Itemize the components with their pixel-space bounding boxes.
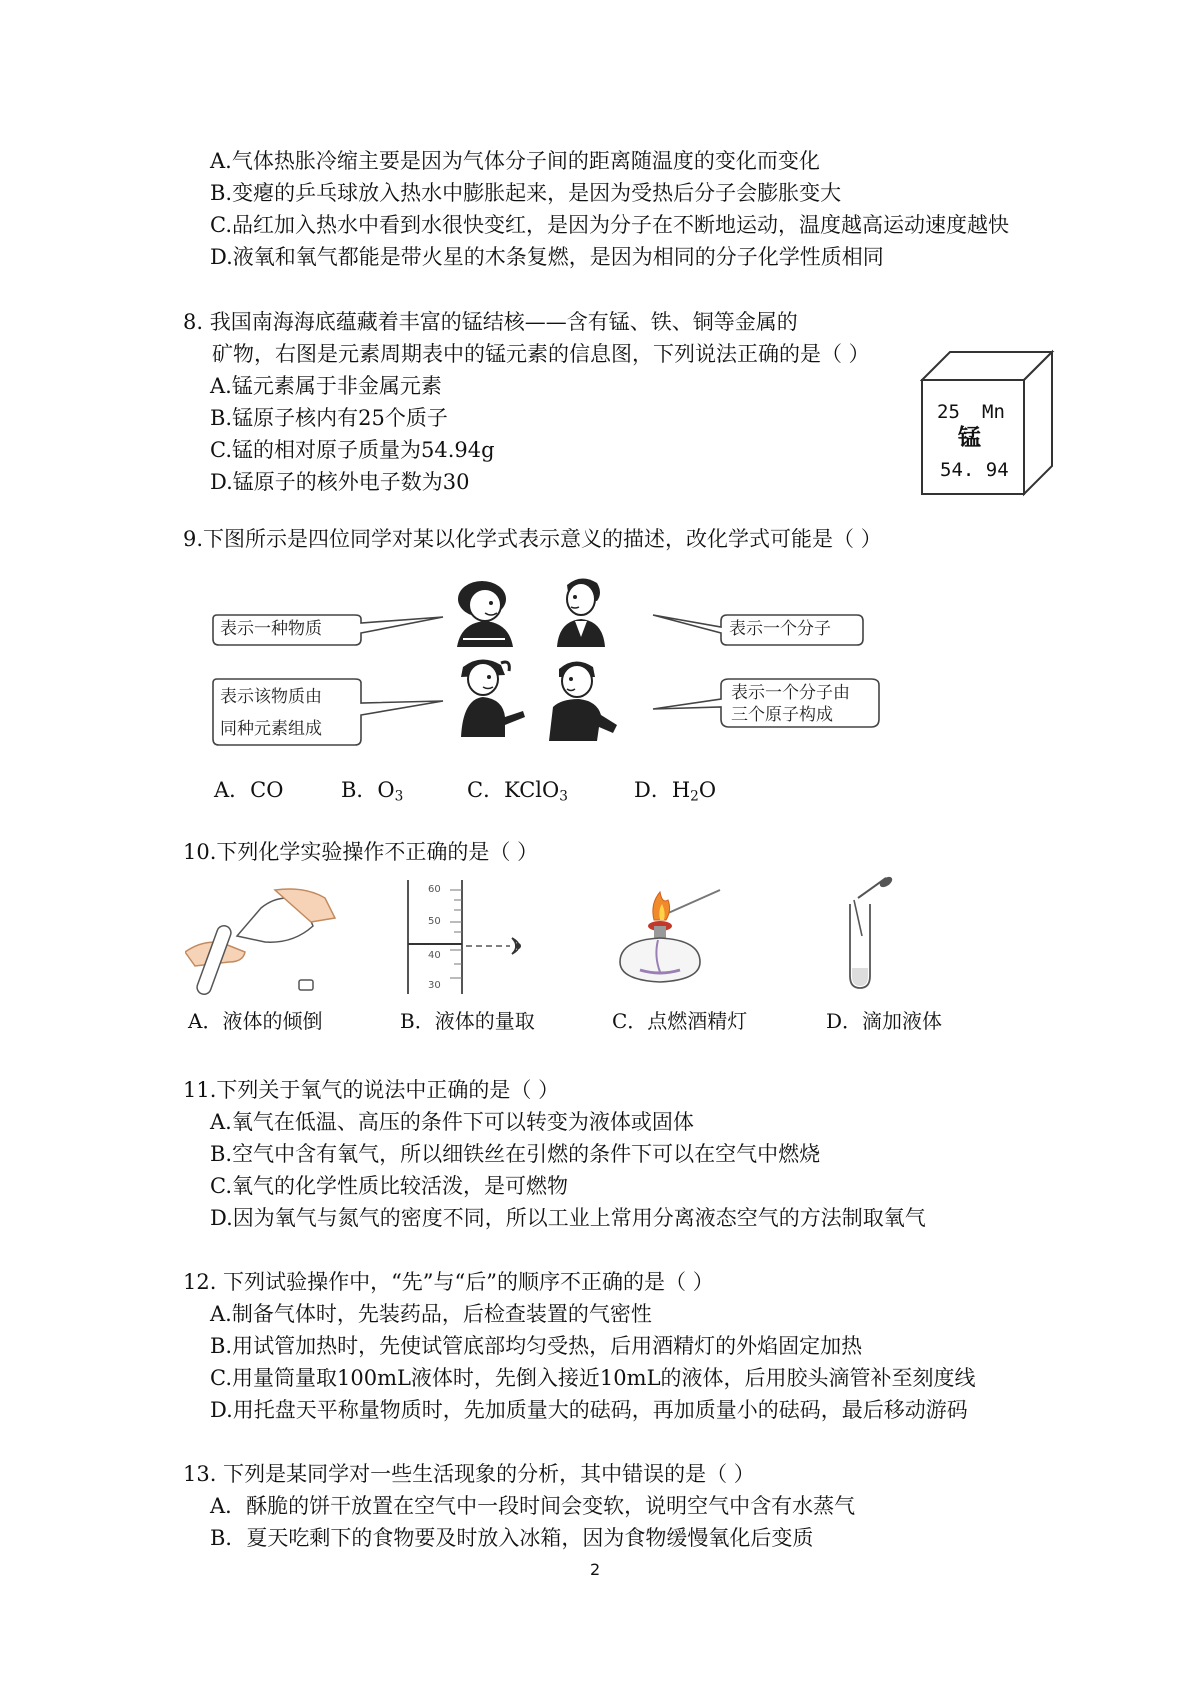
- q11-stem: 11.下列关于氧气的说法中正确的是（ ）: [183, 1078, 560, 1102]
- q8-option-d: D.锰原子的核外电子数为30: [210, 470, 470, 494]
- student-4-figure: [549, 661, 617, 741]
- mn-atomic-mass: 54. 94: [940, 459, 1009, 481]
- cylinder-tick-40: 40: [428, 950, 441, 961]
- pouring-liquid-illustration: [185, 882, 345, 1002]
- q12-option-d: D.用托盘天平称量物质时，先加质量大的砝码，再加质量小的砝码，最后移动游码: [210, 1398, 968, 1422]
- q10-caption-d: D．滴加液体: [826, 1009, 943, 1033]
- bubble-text-tr: 表示一个分子: [729, 619, 831, 639]
- alcohol-lamp-illustration: [610, 880, 740, 990]
- cylinder-tick-50: 50: [428, 916, 441, 927]
- q12-stem: 12. 下列试验操作中，“先”与“后”的顺序不正确的是（ ）: [183, 1270, 714, 1294]
- q10-caption-c: C．点燃酒精灯: [612, 1009, 748, 1033]
- q9-option-a: A．CO: [214, 778, 284, 802]
- page-number: 2: [590, 1560, 601, 1579]
- q8-option-a: A.锰元素属于非金属元素: [210, 374, 442, 398]
- student-1-figure: [457, 581, 513, 647]
- q11-option-d: D.因为氧气与氮气的密度不同，所以工业上常用分离液态空气的方法制取氧气: [210, 1206, 926, 1230]
- q8-stem-line2: 矿物，右图是元素周期表中的锰元素的信息图，下列说法正确的是（ ）: [212, 342, 870, 366]
- q7-option-c: C.品红加入热水中看到水很快变红，是因为分子在不断地运动，温度越高运动速度越快: [210, 213, 1009, 237]
- cylinder-tick-30: 30: [428, 980, 441, 991]
- graduated-cylinder-illustration: [400, 878, 550, 998]
- bubble-text-br1: 表示一个分子由: [731, 683, 850, 703]
- q11-option-b: B.空气中含有氧气，所以细铁丝在引燃的条件下可以在空气中燃烧: [210, 1142, 821, 1166]
- q13-option-b: B．夏天吃剩下的食物要及时放入冰箱，因为食物缓慢氧化后变质: [210, 1526, 814, 1550]
- q10-caption-a: A．液体的倾倒: [188, 1009, 323, 1033]
- q9-stem: 9.下图所示是四位同学对某以化学式表示意义的描述，改化学式可能是（ ）: [183, 527, 882, 551]
- q8-option-b: B.锰原子核内有25个质子: [210, 406, 448, 430]
- q8-option-c: C.锰的相对原子质量为54.94g: [210, 438, 495, 462]
- q9-option-c: C．KClO$_3$: [467, 778, 568, 805]
- bubble-text-bl2: 同种元素组成: [220, 719, 322, 739]
- q10-stem: 10.下列化学实验操作不正确的是（ ）: [183, 840, 539, 864]
- dropper-tube-illustration: [840, 876, 900, 992]
- q10-caption-b: B．液体的量取: [400, 1009, 535, 1033]
- q11-option-c: C.氧气的化学性质比较活泼，是可燃物: [210, 1174, 568, 1198]
- q12-option-b: B.用试管加热时，先使试管底部均匀受热，后用酒精灯的外焰固定加热: [210, 1334, 863, 1358]
- q13-stem: 13. 下列是某同学对一些生活现象的分析，其中错误的是（ ）: [183, 1462, 755, 1486]
- student-2-figure: [557, 578, 605, 647]
- mn-name: 锰: [958, 424, 981, 451]
- q12-option-c: C.用量筒量取100mL液体时，先倒入接近10mL的液体，后用胶头滴管补至刻度线: [210, 1366, 976, 1390]
- q9-option-d: D．$H_2O$: [634, 778, 717, 805]
- q7-option-b: B.变瘪的乒乓球放入热水中膨胀起来，是因为受热后分子会膨胀变大: [210, 181, 842, 205]
- q7-option-a: A.气体热胀冷缩主要是因为气体分子间的距离随温度的变化而变化: [210, 149, 820, 173]
- q13-option-a: A．酥脆的饼干放置在空气中一段时间会变软，说明空气中含有水蒸气: [210, 1494, 856, 1518]
- mn-symbol: Mn: [982, 401, 1005, 423]
- bubble-text-bl1: 表示该物质由: [220, 687, 322, 707]
- bubble-text-tl: 表示一种物质: [220, 619, 322, 639]
- student-3-figure: [461, 659, 525, 737]
- q8-stem-line1: 8. 我国南海海底蕴藏着丰富的锰结核——含有锰、铁、铜等金属的: [183, 310, 798, 334]
- q9-option-b: B．$O_3$: [341, 778, 404, 805]
- cylinder-tick-60: 60: [428, 884, 441, 895]
- q7-option-d: D.液氧和氧气都能是带火星的木条复燃，是因为相同的分子化学性质相同: [210, 245, 884, 269]
- q12-option-a: A.制备气体时，先装药品，后检查装置的气密性: [210, 1302, 652, 1326]
- bubble-text-br2: 三个原子构成: [731, 705, 833, 725]
- q11-option-a: A.氧气在低温、高压的条件下可以转变为液体或固体: [210, 1110, 694, 1134]
- mn-atomic-number: 25: [937, 401, 960, 423]
